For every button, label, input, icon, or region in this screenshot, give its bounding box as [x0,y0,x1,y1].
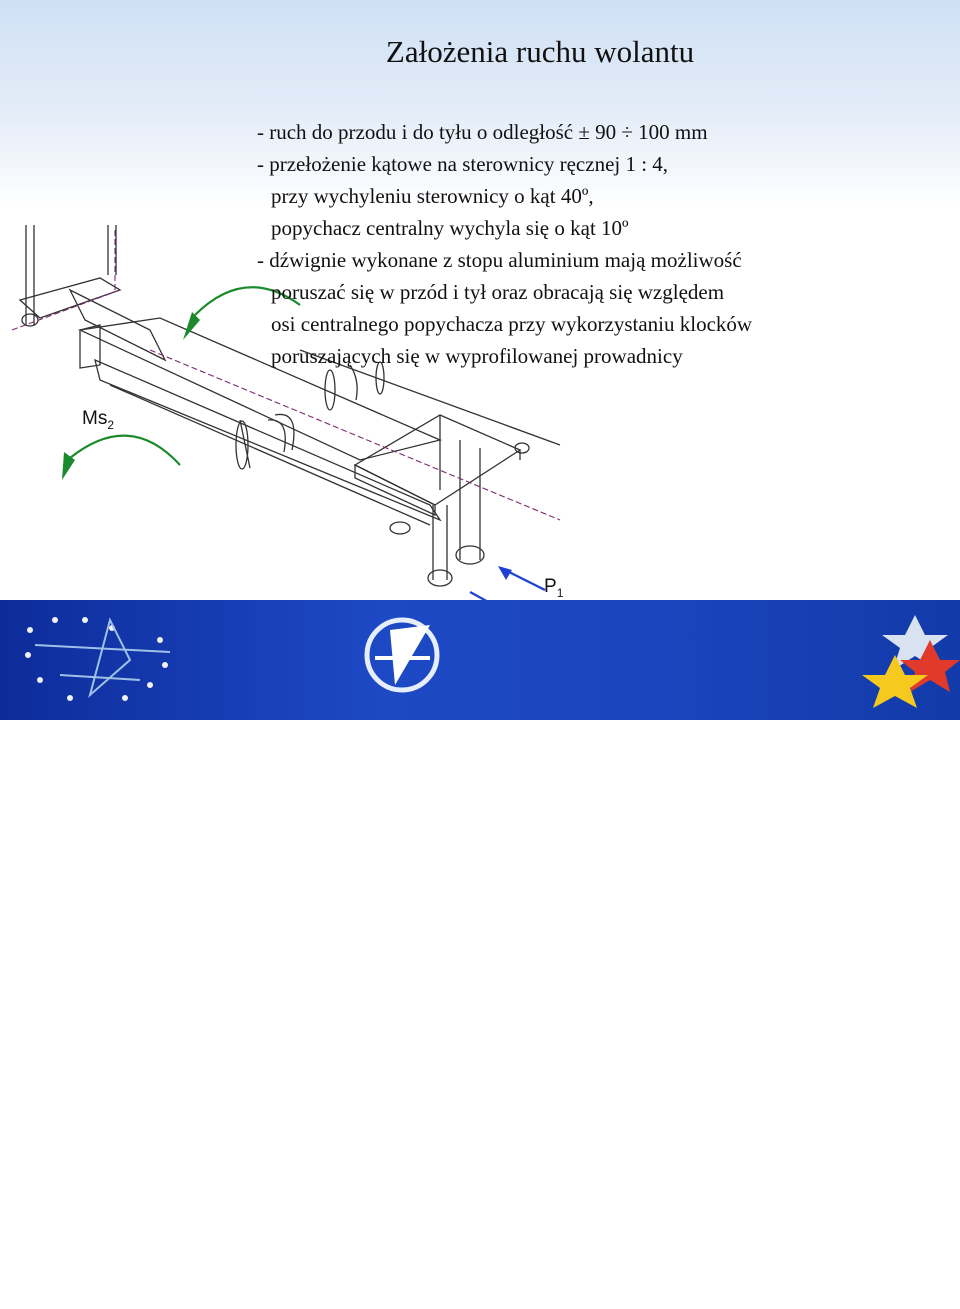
bullet-item: - przełożenie kątowe na sterownicy ręcznej 1 : 4, [257,152,669,176]
bullet-item: poruszać się w przód i tył oraz obracają się względem [271,280,725,304]
force-label: $P_1$ [544,576,564,600]
bullet-item: popychacz centralny wychyla się o kąt 10º [271,216,629,240]
institute-name [463,1223,680,1309]
bullet-item: poruszających się w wyprofilowanej prowadnicy [271,344,683,368]
bullet-item: - dźwignie wykonane z stopu aluminium mają możliwość [257,248,742,272]
brand-line-2: LOTNICTWA [463,1268,681,1307]
colored-stars-logo [862,615,960,708]
bullet-item: przy wychyleniu sterownicy o kąt 40º, [271,184,594,208]
institute-logo [367,620,437,690]
brand-line-1: INSTYTUT [463,1225,643,1264]
slide-title: Założenia ruchu wolantu [385,34,695,69]
footer-banner [0,600,960,1307]
bullet-item: - ruch do przodu i do tyłu o odległość ± 90 ÷ 100 mm [257,120,708,144]
bullet-item: osi centralnego popychacza przy wykorzystaniu klocków [271,312,753,336]
footer-graphics [0,600,960,720]
bullet-list [257,116,957,372]
moment-label: $Ms_2$ [82,408,115,432]
